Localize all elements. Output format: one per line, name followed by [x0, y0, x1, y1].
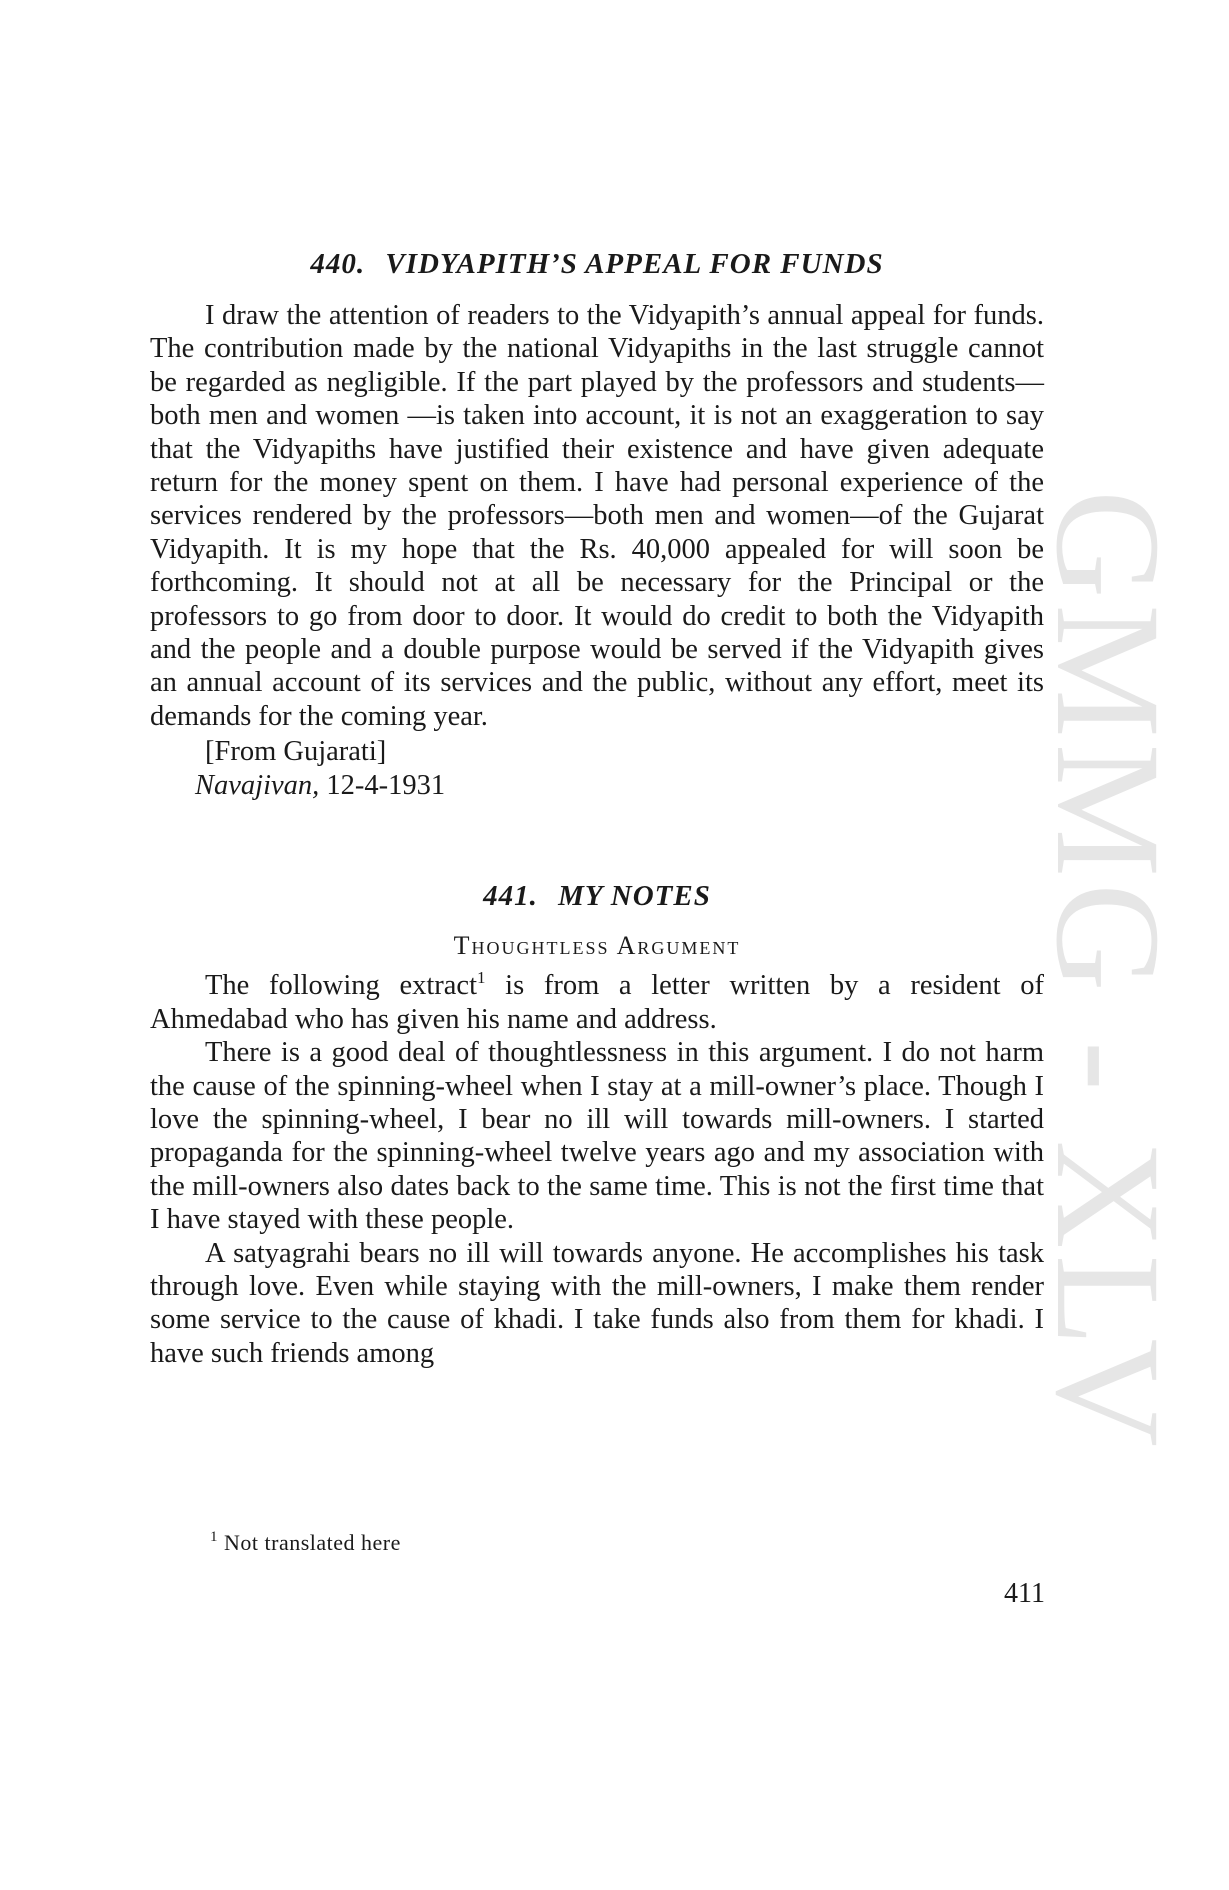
watermark: GMMG - XLV — [1025, 490, 1191, 1453]
paragraph-text: is from a letter written by a resident of Ahmedabad who has given his name and address. — [150, 970, 1044, 1035]
section-number: 441. — [483, 880, 538, 913]
footnote-text: Not translated here — [218, 1530, 401, 1555]
citation-date: 12-4-1931 — [326, 770, 446, 802]
paragraph — [150, 969, 1044, 1036]
footnote-marker: 1 — [477, 968, 486, 988]
section-heading — [150, 880, 1044, 913]
page-body — [150, 248, 1044, 1370]
footnote — [210, 1530, 401, 1556]
paragraph: There is a good deal of thoughtlessness in this argument. I do not harm the cause of the spinning-wheel when I stay at a mill-owner’s place. Though I love the spinning-wheel, I bear no ill will towards mill-owners. I started propaganda for the spinning-wheel twelve years ago and my association with the mill-owners also dates back to the same time. This is not the first time that I have stayed with these people. — [150, 1037, 1044, 1236]
section-title: VIDYAPITH’S APPEAL FOR FUNDS — [385, 248, 884, 280]
paragraph: A satyagrahi bears no ill will towards anyone. He accomplishes his task through love. Even while staying with the mill-owners, I make them render some service to the cause of khadi. I take funds also from them for khadi. I have such friends among — [150, 1237, 1044, 1369]
page-number: 411 — [1004, 1578, 1045, 1609]
section-number: 440. — [310, 248, 366, 280]
citation-publication: Navajivan, — [195, 770, 320, 802]
section-441 — [150, 880, 1044, 1370]
section-440 — [150, 248, 1044, 803]
section-title: MY NOTES — [558, 880, 711, 913]
subheading: Thoughtless Argument — [453, 931, 741, 961]
footnote-number: 1 — [210, 1529, 218, 1545]
section-heading — [150, 248, 1044, 281]
paragraph-text: The following extract — [205, 970, 478, 1002]
paragraph: I draw the attention of readers to the Vidyapith’s annual appeal for funds. The contribution made by the national Vidyapiths in the last struggle cannot be regarded as negligible. If the part played by the professors and students—both men and women —is taken into account, it is not an exaggeration to say that the Vidyapiths have justified their existence and have given adequate return for the money spent on them. I have had personal experience of the services rendered by the professors—both men and women—of the Gujarat Vidyapith. It is my hope that the Rs. 40,000 appealed for will soon be forthcoming. It should not at all be necessary for the Principal or the professors to go from door to door. It would do credit to both the Vidyapith and the people and a double purpose would be served if the Vidyapith gives an annual account of its services and the public, without any effort, meet its demands for the coming year. — [150, 300, 1044, 732]
source-note: [From Gujarati] — [205, 736, 387, 768]
citation — [150, 769, 1044, 803]
